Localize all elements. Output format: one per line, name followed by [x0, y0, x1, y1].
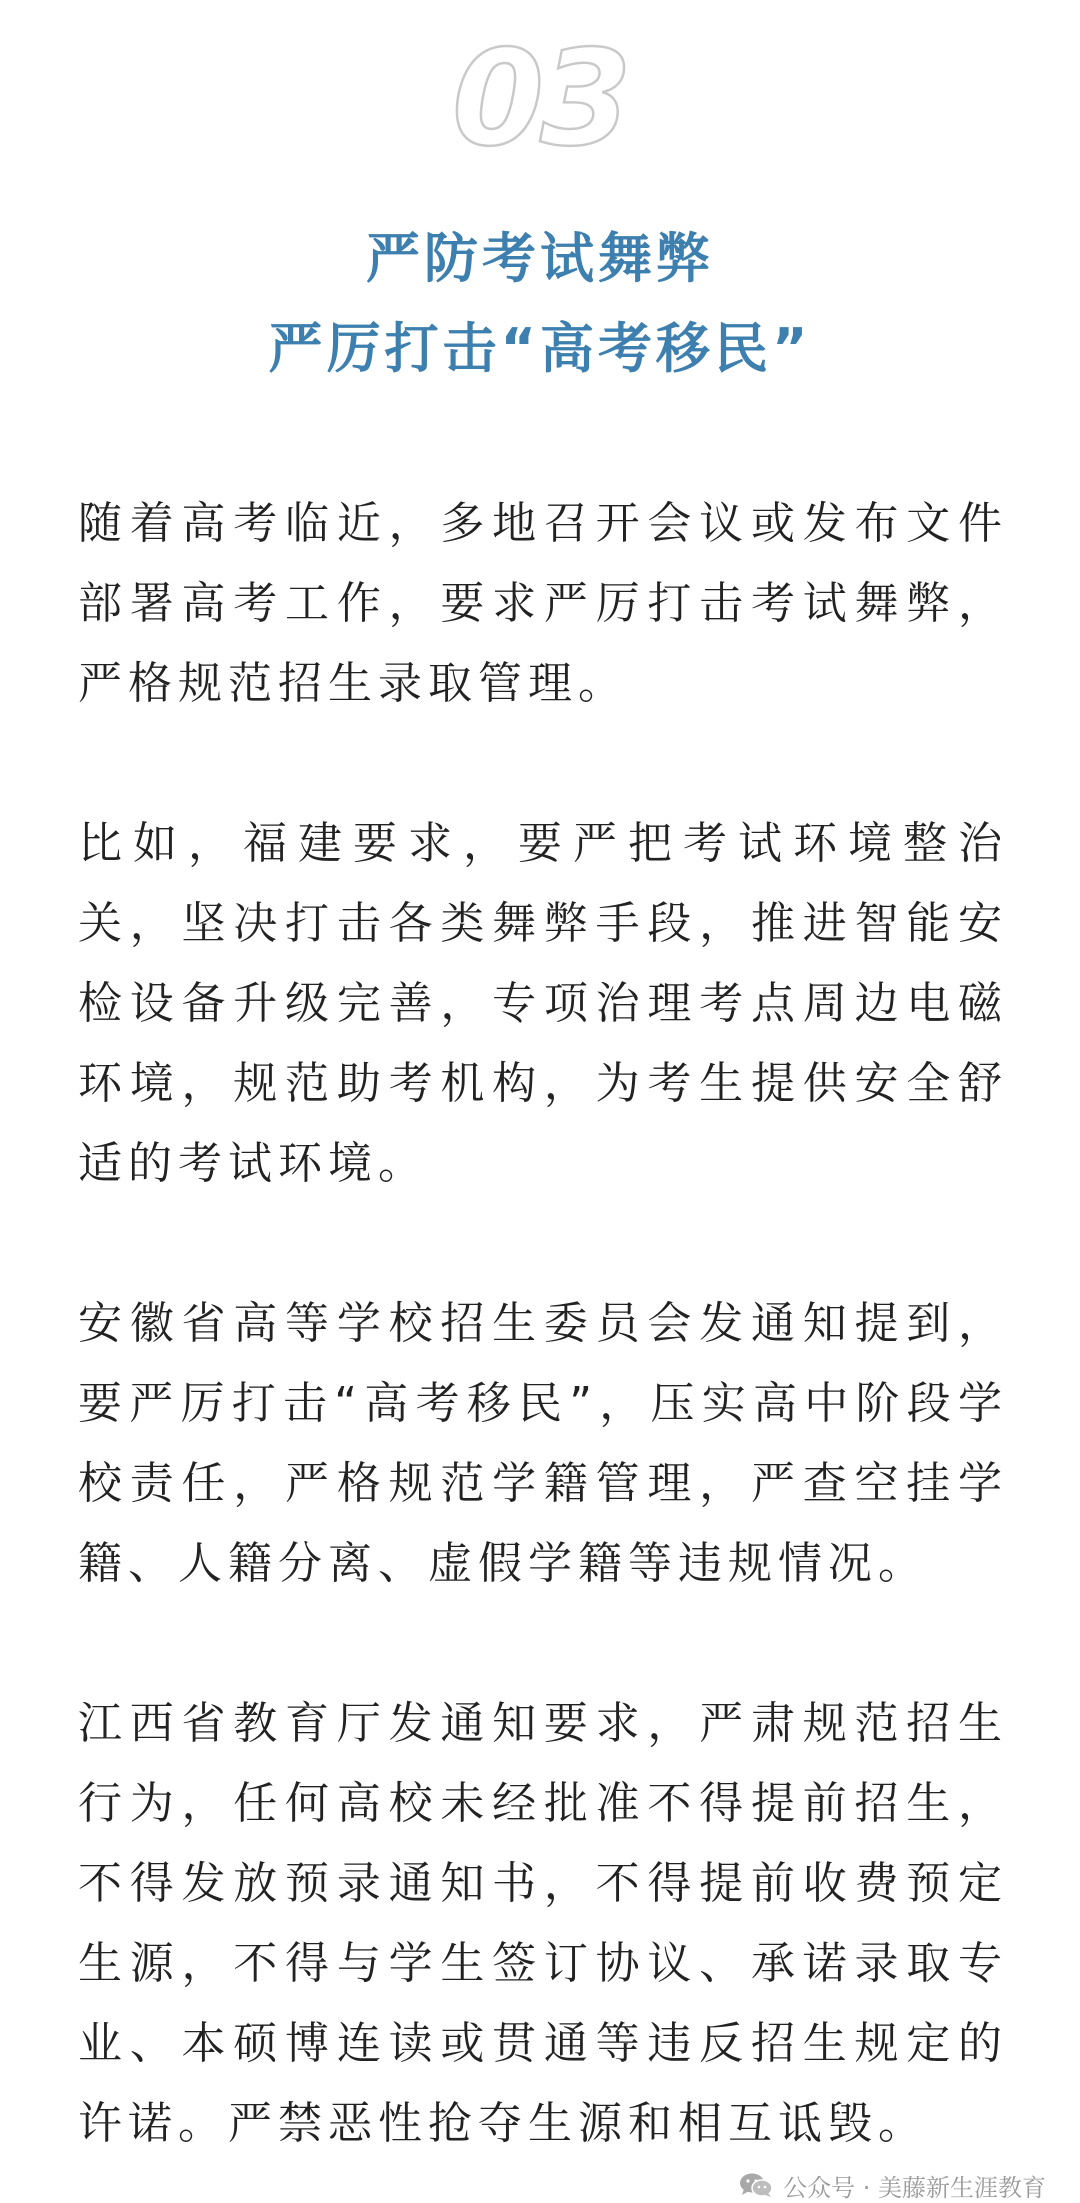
paragraph-anhui: 安徽省高等学校招生委员会发通知提到，要严厉打击“高考移民”，压实高中阶段学校责任，严格规范学籍管理，严查空挂学籍、人籍分离、虚假学籍等违规情况。	[78, 1298, 1008, 1589]
section-heading-line1: 严防考试舞弊	[366, 227, 714, 290]
section-heading-line2: 严厉打击“高考移民”	[268, 317, 812, 380]
wechat-icon	[739, 2172, 773, 2198]
wechat-watermark	[739, 2170, 1046, 2200]
watermark-text: 公众号 · 美藤新生涯教育	[783, 2173, 1046, 2202]
paragraph-intro: 随着高考临近，多地召开会议或发布文件部署高考工作，要求严厉打击考试舞弊，严格规范招生录取管理。	[78, 498, 1008, 709]
paragraph-jiangxi: 江西省教育厅发通知要求，严肃规范招生行为，任何高校未经批准不得提前招生，不得发放预录通知书，不得提前收费预定生源，不得与学生签订协议、承诺录取专业、本硕博连读或贯通等违反招生规定的许诺。严禁恶性抢夺生源和相互诋毁。	[78, 1698, 1008, 2149]
paragraph-fujian: 比如，福建要求，要严把考试环境整治关，坚决打击各类舞弊手段，推进智能安检设备升级完善，专项治理考点周边电磁环境，规范助考机构，为考生提供安全舒适的考试环境。	[78, 818, 1008, 1189]
section-number: 03	[452, 22, 628, 176]
